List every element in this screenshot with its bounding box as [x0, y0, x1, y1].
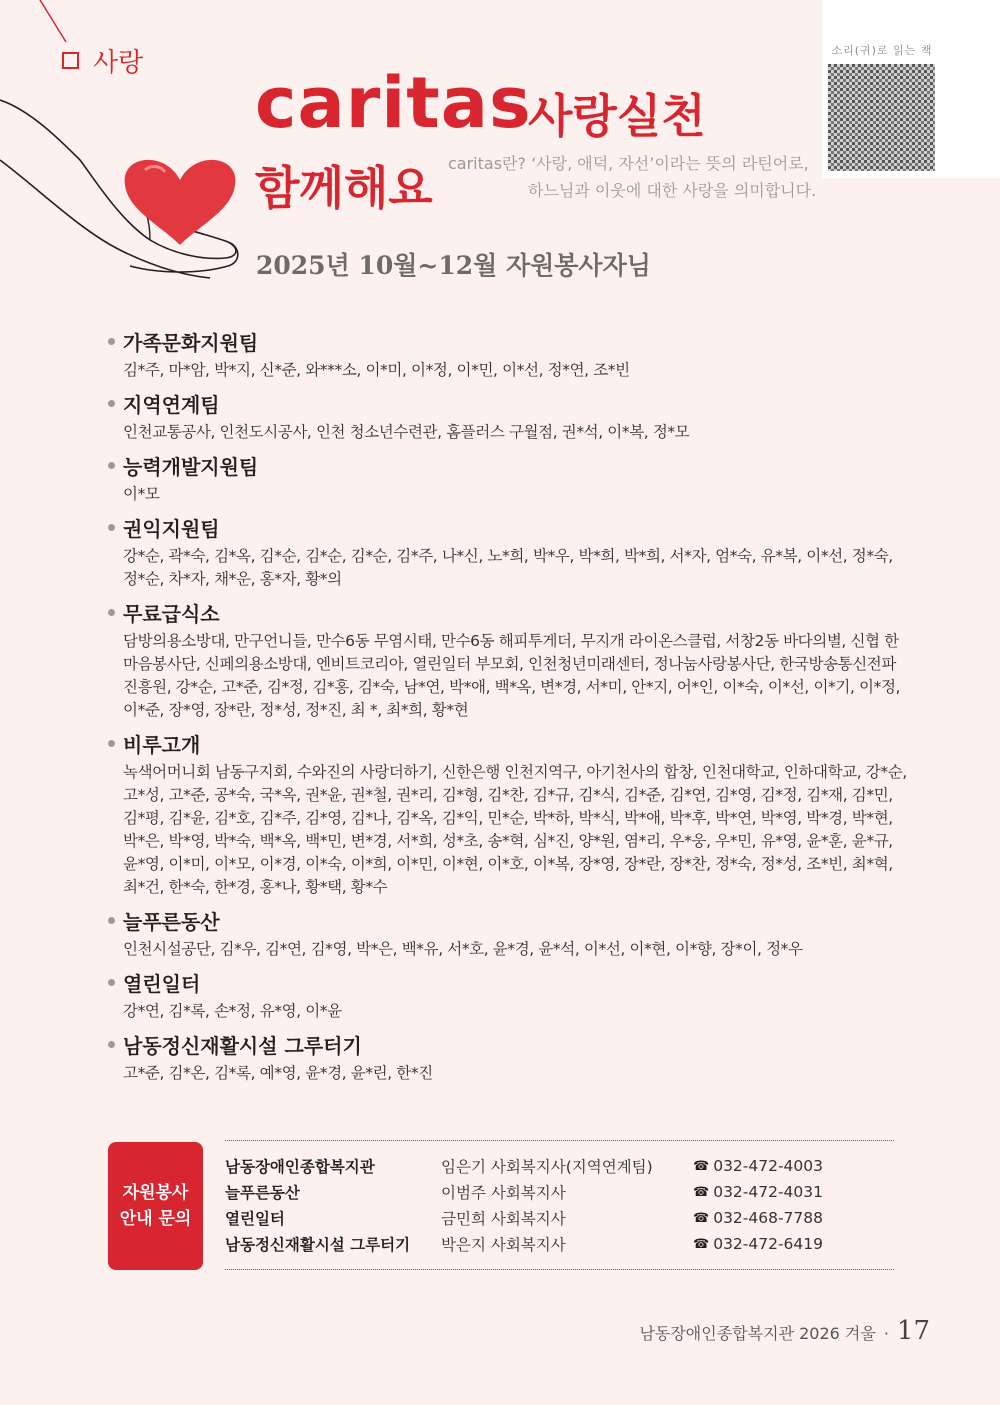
contact-person: 이범주 사회복지사 [441, 1184, 566, 1202]
hand-heart-illustration [0, 70, 260, 290]
contact-org: 늘푸른동산 [225, 1184, 300, 1202]
bullet-icon [108, 979, 115, 986]
team-name: 능력개발지원팀 [123, 454, 259, 479]
volunteer-teams [108, 326, 908, 1091]
contact-badge [108, 1142, 203, 1270]
team-members: 인천교통공사, 인천도시공사, 인천 청소년수련관, 홈플러스 구월점, 권*석, 이*복, 정*모 [123, 423, 690, 441]
bullet-icon [108, 740, 115, 747]
caritas-title: caritas [255, 62, 532, 144]
description-line-2: 하느님과 이웃에 대한 사랑을 의미합니다. [528, 181, 817, 200]
contact-phone[interactable]: 032-468-7788 [713, 1209, 824, 1227]
team-name: 늘푸른동산 [123, 909, 220, 934]
period-title: 2025년 10월~12월 자원봉사자님 [256, 251, 651, 280]
description-line-1: caritas란? ‘사랑, 애덕, 자선’이라는 뜻의 라틴어로, [448, 154, 809, 173]
team-name: 무료급식소 [123, 601, 220, 626]
contact-person: 박은지 사회복지사 [441, 1236, 566, 1254]
footer-publication: 남동장애인종합복지관 2026 겨울 [639, 1324, 876, 1343]
team-section [108, 326, 908, 382]
caritas-description [448, 150, 848, 204]
team-members: 녹색어머니회 남동구지회, 수와진의 사랑더하기, 신한은행 인천지역구, 아기천사의 합창, 인천대학교, 인하대학교, 강*순, 고*성, 고*준, 공*숙, 국*옥, 권*윤, 권*철, 권*리, 김*형, 김*찬, 김*규, 김*식, 김*준, 김*연, 김*영, 김*정, 김*재, 김*민, 김*평, 김*윤, 김*호, 김*주, 김*영, 김*나, 김*옥, 김*익, 민*순, 박*하, 박*식, 박*애, 박*후, 박*연, 박*영, 박*경, 박*현, 박*은, 박*영, 박*숙, 백*옥, 백*민, 변*경, 서*희, 성*초, 송*혁, 심*진, 양*원, 염*리, 우*웅, 우*민, 유*영, 윤*훈, 윤*규, 윤*영, 이*미, 이*모, 이*경, 이*숙, 이*희, 이*민, 이*현, 이*호, 이*복, 장*영, 장*란, 장*찬, 정*숙, 정*성, 조*빈, 최*혁, 최*건, 한*숙, 한*경, 홍*나, 황*택, 황*수 [123, 763, 907, 896]
team-members: 강*연, 김*록, 손*정, 유*영, 이*윤 [123, 1002, 342, 1020]
team-members: 김*주, 마*암, 박*지, 신*준, 와***소, 이*미, 이*정, 이*민, 이*선, 정*연, 조*빈 [123, 361, 630, 379]
bullet-icon [108, 462, 115, 469]
page-footer [639, 1316, 930, 1346]
telephone-icon: ☎ [693, 1210, 710, 1226]
telephone-icon: ☎ [693, 1158, 710, 1174]
contact-row [225, 1179, 894, 1205]
footer-separator: · [883, 1324, 889, 1343]
team-members: 인천시설공단, 김*우, 김*연, 김*영, 박*은, 백*유, 서*호, 윤*경, 윤*석, 이*선, 이*현, 이*향, 장*이, 정*우 [123, 940, 803, 958]
telephone-icon: ☎ [693, 1184, 710, 1200]
team-members: 이*모 [123, 485, 160, 503]
team-name: 열린일터 [123, 971, 201, 996]
contact-row [225, 1153, 894, 1179]
contact-phone[interactable]: 032-472-4003 [713, 1157, 824, 1175]
team-members: 담방의용소방대, 만구언니들, 만수6동 무염시태, 만수6동 해피투게더, 무지개 라이온스클럽, 서창2동 바다의별, 신협 한마음봉사단, 신페의용소방대, 엔비트코리아, 열린일터 부모회, 인천청년미래센터, 정나눔사랑봉사단, 한국방송통신전파진흥원, 강*순, 고*준, 김*정, 김*홍, 김*숙, 남*연, 박*애, 백*옥, 변*경, 서*미, 안*지, 어*인, 이*숙, 이*선, 이*기, 이*정, 이*준, 장*영, 장*란, 정*성, 정*진, 최 *, 최*희, 황*현 [123, 632, 901, 719]
contact-row [225, 1205, 894, 1231]
contact-row [225, 1231, 894, 1257]
contact-org: 남동정신재활시설 그루터기 [225, 1236, 411, 1254]
qr-caption: 소리(귀)로 읽는 책 [831, 44, 933, 57]
bullet-icon [108, 609, 115, 616]
team-section [108, 512, 908, 591]
badge-line-2: 안내 문의 [119, 1209, 192, 1229]
qr-code-icon[interactable] [828, 64, 935, 171]
team-section [108, 450, 908, 506]
team-section [108, 905, 908, 961]
caritas-korean-title: 사랑실천 [528, 89, 706, 143]
bullet-icon [108, 338, 115, 345]
team-section [108, 728, 908, 899]
bullet-icon [108, 524, 115, 531]
team-section [108, 597, 908, 722]
corner-line [36, 0, 72, 44]
team-name: 권익지원팀 [123, 516, 220, 541]
team-section [108, 388, 908, 444]
contact-list [225, 1140, 894, 1270]
team-section [108, 1029, 908, 1085]
bullet-icon [108, 1041, 115, 1048]
contact-box [108, 1140, 894, 1270]
team-name: 남동정신재활시설 그루터기 [123, 1033, 362, 1058]
team-members: 강*순, 곽*숙, 김*옥, 김*순, 김*순, 김*순, 김*주, 나*신, 노*희, 박*우, 박*희, 박*희, 서*자, 엄*숙, 유*복, 이*선, 정*숙, 정*순, 차*자, 채*운, 홍*자, 황*의 [123, 547, 893, 588]
contact-person: 금민희 사회복지사 [441, 1210, 566, 1228]
team-name: 비루고개 [123, 732, 201, 757]
team-name: 지역연계팀 [123, 392, 220, 417]
contact-org: 남동장애인종합복지관 [225, 1158, 375, 1176]
together-subtitle: 함께해요 [255, 161, 433, 215]
team-section [108, 967, 908, 1023]
team-members: 고*준, 김*온, 김*록, 예*영, 윤*경, 윤*린, 한*진 [123, 1064, 433, 1082]
bullet-icon [108, 400, 115, 407]
telephone-icon: ☎ [693, 1236, 710, 1252]
bullet-icon [108, 917, 115, 924]
page-number: 17 [896, 1316, 930, 1346]
team-name: 가족문화지원팀 [123, 330, 259, 355]
section-tag-label: 사랑 [93, 48, 144, 78]
tag-box-icon [62, 52, 79, 69]
contact-phone[interactable]: 032-472-4031 [713, 1183, 824, 1201]
contact-phone[interactable]: 032-472-6419 [713, 1235, 824, 1253]
badge-line-1: 자원봉사 [122, 1183, 189, 1203]
contact-person: 임은기 사회복지사(지역연계팀) [441, 1158, 653, 1176]
contact-org: 열린일터 [225, 1210, 285, 1228]
